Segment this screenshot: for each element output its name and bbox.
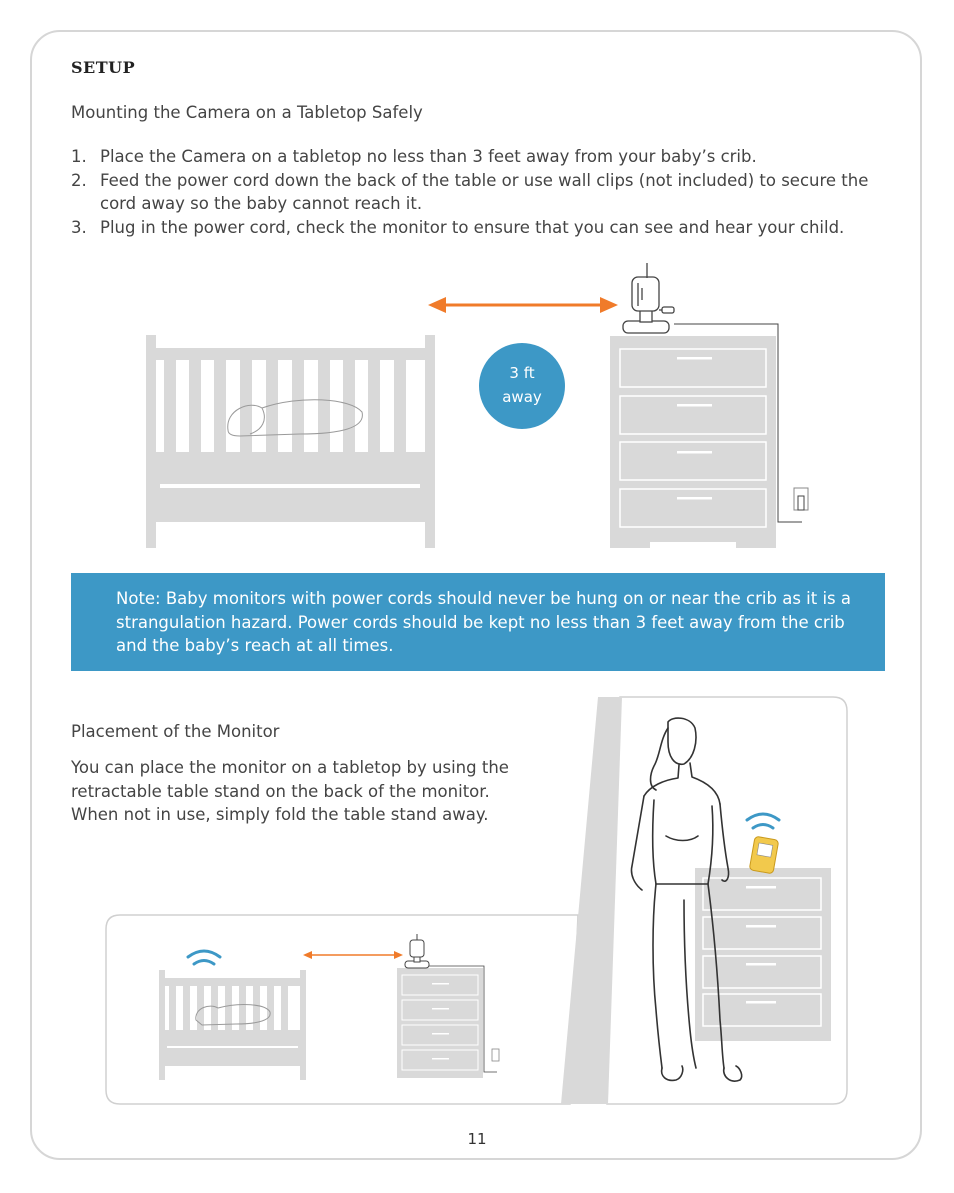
placement-heading: Placement of the Monitor bbox=[71, 722, 280, 741]
left-panel bbox=[106, 915, 578, 1104]
page-number: 11 bbox=[467, 1130, 487, 1148]
parent-monitor-icon bbox=[749, 836, 779, 874]
small-dresser-illustration bbox=[397, 968, 483, 1078]
list-item: 1. Place the Camera on a tabletop no less than 3 feet away from your baby’s crib. bbox=[71, 147, 757, 166]
section-title: SETUP bbox=[71, 58, 136, 77]
distance-line-1: 3 ft bbox=[509, 364, 535, 382]
distance-line-2: away bbox=[502, 388, 542, 406]
safety-note: Note: Baby monitors with power cords should never be hung on or near the crib as it is a strangulation hazard. Power cords should be kept no less than 3 feet away from the crib and the baby’s reach at all times. bbox=[71, 573, 885, 671]
mounting-heading: Mounting the Camera on a Tabletop Safely bbox=[71, 103, 423, 122]
list-item: 3. Plug in the power cord, check the monitor to ensure that you can see and hear your child. bbox=[71, 218, 845, 237]
list-item: 2. Feed the power cord down the back of the table or use wall clips (not included) to secure the cord away so the baby cannot reach it. bbox=[71, 171, 869, 213]
placement-body: You can place the monitor on a tabletop by using the retractable table stand on the back of the monitor. When not in use, simply fold the table stand away. bbox=[71, 758, 509, 824]
small-wall-outlet-icon bbox=[492, 1049, 499, 1061]
